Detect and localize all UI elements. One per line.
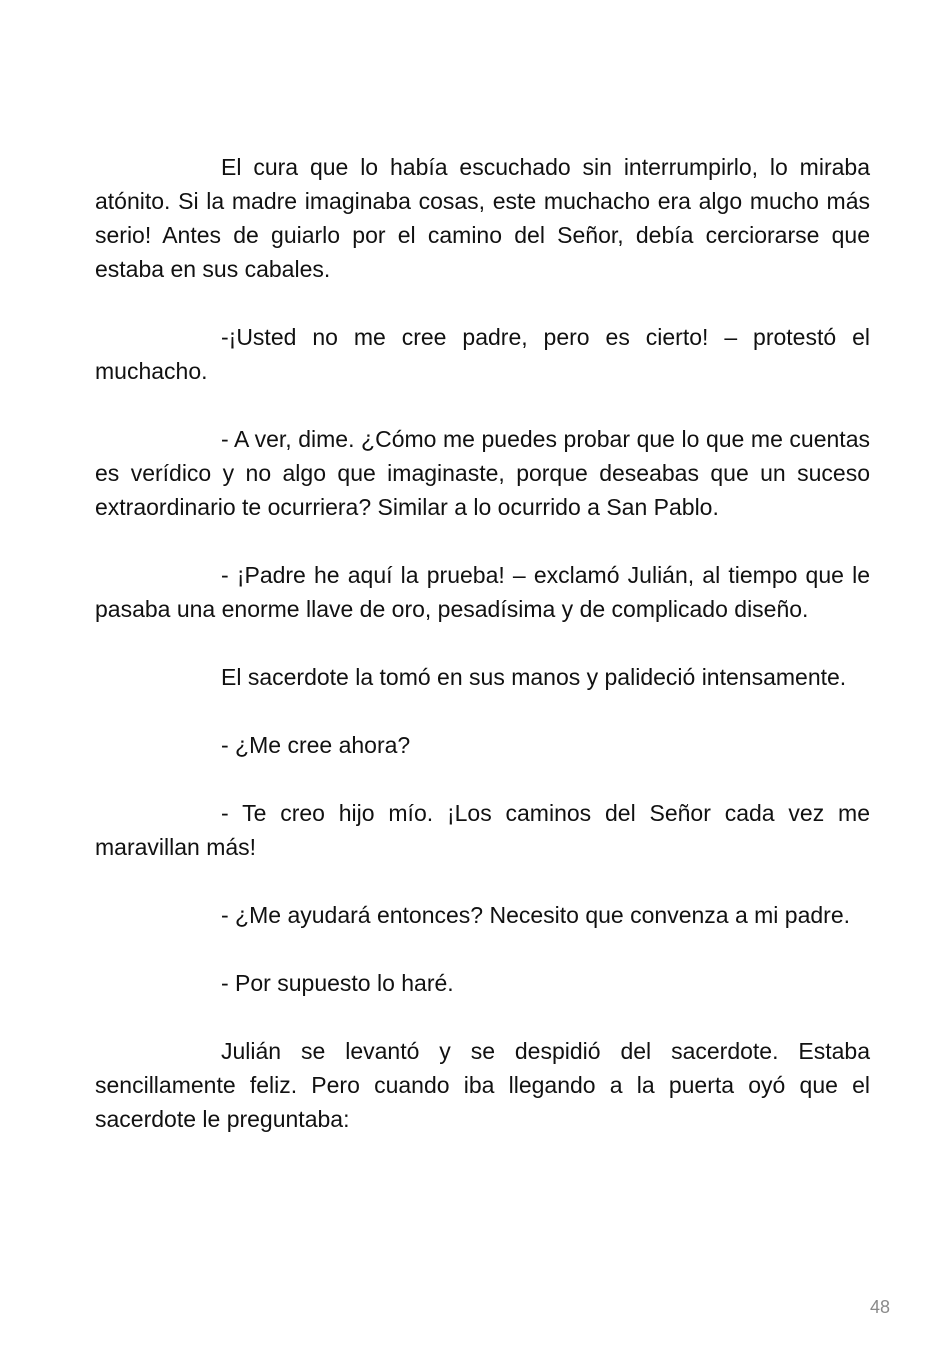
- body-text: [95, 150, 870, 1170]
- paragraph: - ¿Me ayudará entonces? Necesito que convenza a mi padre.: [221, 902, 851, 928]
- page-number: 48: [869, 1297, 890, 1317]
- paragraph: El sacerdote la tomó en sus manos y palideció intensamente.: [221, 664, 847, 690]
- paragraph: - ¿Me cree ahora?: [221, 732, 411, 758]
- paragraph: - Por supuesto lo haré.: [221, 970, 454, 996]
- paragraph: Julián se levantó y se despidió del sacerdote. Estaba sencillamente feliz. Pero cuando iba llegando a la puerta oyó que el sacerdote le preguntaba:: [95, 1038, 870, 1132]
- paragraph: -¡Usted no me cree padre, pero es cierto! – protestó el muchacho.: [95, 324, 870, 384]
- paragraph: El cura que lo había escuchado sin interrumpirlo, lo miraba atónito. Si la madre imaginaba cosas, este muchacho era algo mucho más serio! Antes de guiarlo por el camino del Señor, debía cerciorarse que estaba en sus cabales.: [95, 154, 870, 282]
- paragraph: - Te creo hijo mío. ¡Los caminos del Señor cada vez me maravillan más!: [95, 800, 870, 860]
- paragraph: - A ver, dime. ¿Cómo me puedes probar que lo que me cuentas es verídico y no algo que imaginaste, porque deseabas que un suceso extraordinario te ocurriera? Similar a lo ocurrido a San Pablo.: [95, 426, 870, 520]
- paragraph: - ¡Padre he aquí la prueba! – exclamó Julián, al tiempo que le pasaba una enorme llave de oro, pesadísima y de complicado diseño.: [95, 562, 870, 622]
